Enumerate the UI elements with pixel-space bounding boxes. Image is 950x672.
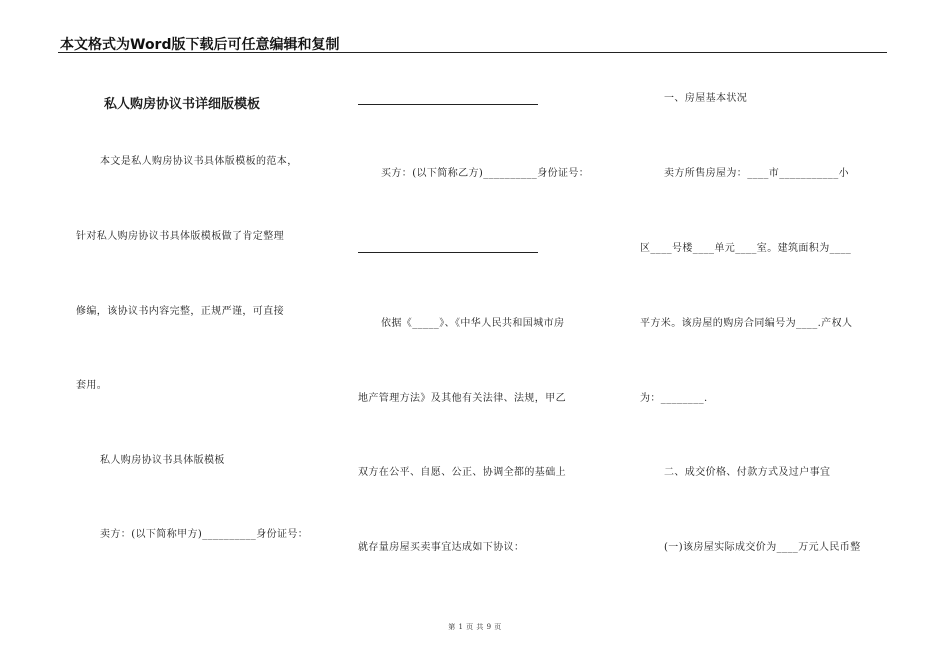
paragraph-line: 平方米。该房屋的购房合同编号为____.产权人 <box>640 318 853 329</box>
blank-signature-line <box>358 104 538 105</box>
document-header: 本文格式为Word版下载后可任意编辑和复制 <box>60 37 340 53</box>
paragraph-line: 双方在公平、自愿、公正、协调全都的基础上 <box>358 467 566 478</box>
paragraph-line: 修编，该协议书内容完整，正规严谨，可直接 <box>76 306 284 317</box>
paragraph-line: (一)该房屋实际成交价为____万元人民币整 <box>664 542 861 553</box>
paragraph-line: 依据《_____》、《中华人民共和国城市房 <box>381 318 565 329</box>
paragraph-line: 卖方：(以下简称甲方)__________身份证号： <box>100 529 309 540</box>
column-1 <box>0 0 330 672</box>
paragraph-line: 地产管理方法》及其他有关法律、法规，甲乙 <box>358 393 566 404</box>
paragraph-line: 私人购房协议书具体版模板 <box>100 455 225 466</box>
paragraph-line: 本文是私人购房协议书具体版模板的范本， <box>100 156 298 167</box>
column-3 <box>630 0 892 672</box>
blank-signature-line <box>358 252 538 253</box>
paragraph-line: 买方：(以下简称乙方)__________身份证号： <box>381 168 590 179</box>
paragraph-line: 卖方所售房屋为：____市___________小 <box>664 168 849 179</box>
paragraph-line: 套用。 <box>76 380 108 391</box>
paragraph-line: 就存量房屋买卖事宜达成如下协议： <box>358 542 525 553</box>
document-title: 私人购房协议书详细版模板 <box>104 97 261 112</box>
paragraph-line: 区____号楼____单元____室。建筑面积为____ <box>640 243 852 254</box>
section-heading: 一、房屋基本状况 <box>664 93 748 104</box>
page-number: 第 1 页 共 9 页 <box>448 623 502 631</box>
section-heading: 二、成交价格、付款方式及过户事宜 <box>664 467 831 478</box>
paragraph-line: 为：________. <box>640 393 708 404</box>
paragraph-line: 针对私人购房协议书具体版模板做了肯定整理 <box>76 231 284 242</box>
column-2 <box>350 0 620 672</box>
